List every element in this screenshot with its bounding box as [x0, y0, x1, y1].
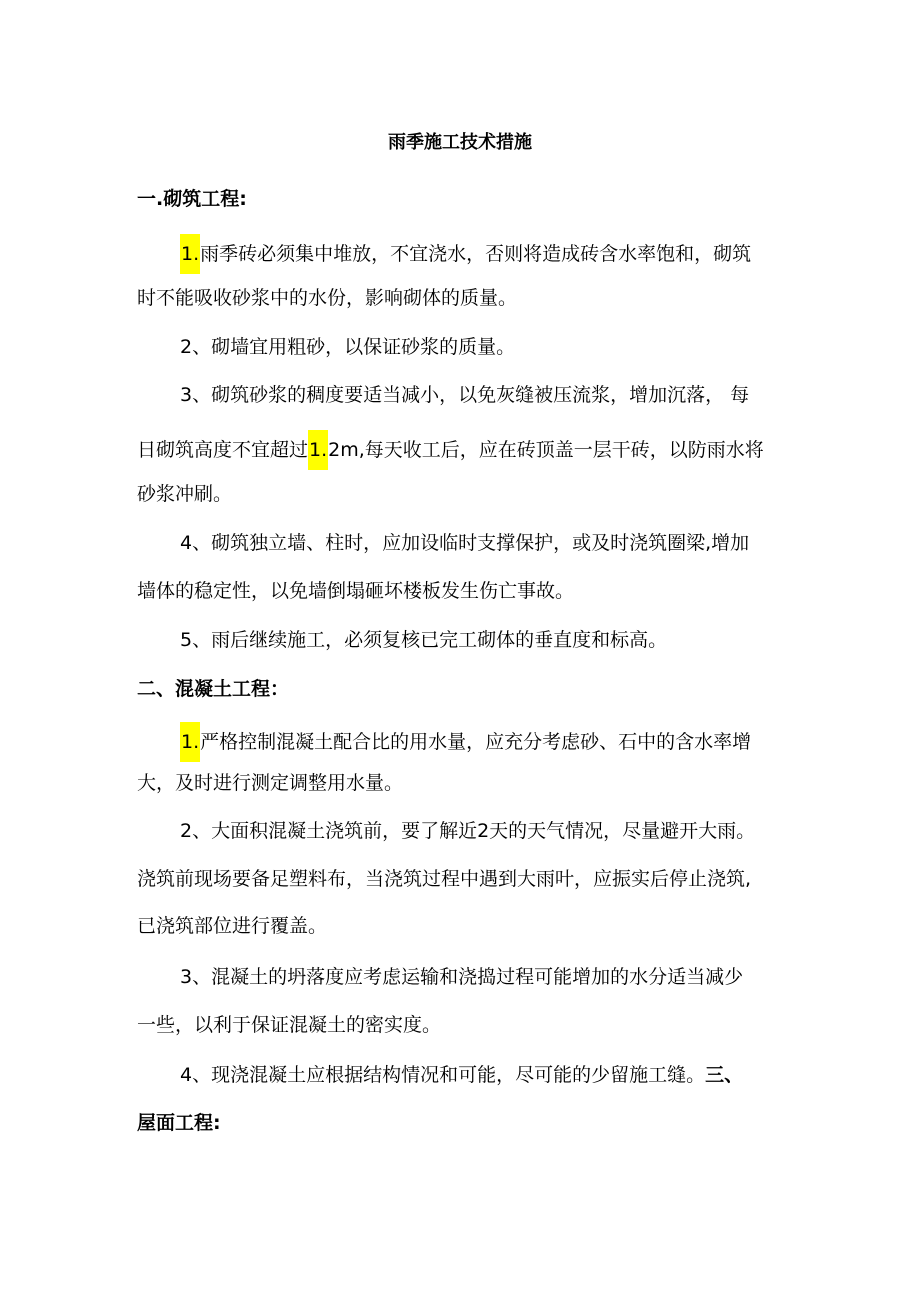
paragraph-line: 时不能吸收砂浆中的水份，影响砌体的质量。 [137, 287, 518, 309]
paragraph-line: 3、混凝土的坍落度应考虑运输和浇捣过程可能增加的水分适当减少 [180, 966, 744, 988]
paragraph-text: 日砌筑高度不宜超过 [137, 439, 309, 461]
paragraph-text: 严格控制混凝土配合比的用水量，应充分考虑砂、石中的含水率增 [200, 731, 752, 753]
paragraph-line: 已浇筑部位进行覆盖。 [137, 915, 328, 937]
paragraph-text: 4、现浇混凝土应根据结构情况和可能，尽可能的少留施工缝。 [180, 1064, 706, 1086]
paragraph-line [180, 234, 751, 274]
section-heading-masonry: 一.砌筑工程: [137, 188, 247, 210]
paragraph-line [137, 430, 764, 470]
paragraph-line: 大，及时进行测定调整用水量。 [137, 772, 404, 794]
paragraph-text: 雨季砖必须集中堆放，不宜浇水，否则将造成砖含水率饱和，砌筑 [200, 243, 752, 265]
paragraph-line [180, 1060, 743, 1090]
paragraph-line: 一些，以利于保证混凝土的密实度。 [137, 1014, 442, 1036]
paragraph-line: 浇筑前现场要备足塑料布，当浇筑过程中遇到大雨叶，应振实后停止浇筑, [137, 868, 752, 890]
paragraph-line: 2、大面积混凝土浇筑前，要了解近2天的天气情况，尽量避开大雨。 [180, 820, 756, 842]
paragraph-line: 2、砌墙宜用粗砂，以保证砂浆的质量。 [180, 336, 516, 358]
highlighted-marker: 1. [180, 722, 200, 762]
paragraph-line: 4、砌筑独立墙、柱时，应加设临时支撑保护，或及时浇筑圈梁,增加 [180, 532, 750, 554]
paragraph-line [180, 722, 751, 762]
section-heading-concrete: 二、混凝土工程： [137, 678, 290, 700]
highlighted-marker: 1. [180, 234, 200, 274]
paragraph-line: 墙体的稳定性，以免墙倒塌砸坏楼板发生伤亡事故。 [137, 580, 575, 602]
section-number-inline: 三、 [705, 1064, 744, 1086]
paragraph-line: 砂浆冲刷。 [137, 483, 233, 505]
section-heading-roof: 屋面工程: [137, 1112, 221, 1134]
paragraph-text: 2m,每天收工后，应在砖顶盖一层干砖，以防雨水将 [328, 439, 764, 461]
paragraph-line: 3、砌筑砂浆的稠度要适当减小，以免灰缝被压流浆，增加沉落， 每 [180, 384, 750, 406]
highlighted-marker: 1. [308, 430, 328, 470]
document-title: 雨季施工技术措施 [388, 132, 532, 153]
paragraph-line: 5、雨后继续施工，必须复核已完工砌体的垂直度和标高。 [180, 629, 668, 651]
